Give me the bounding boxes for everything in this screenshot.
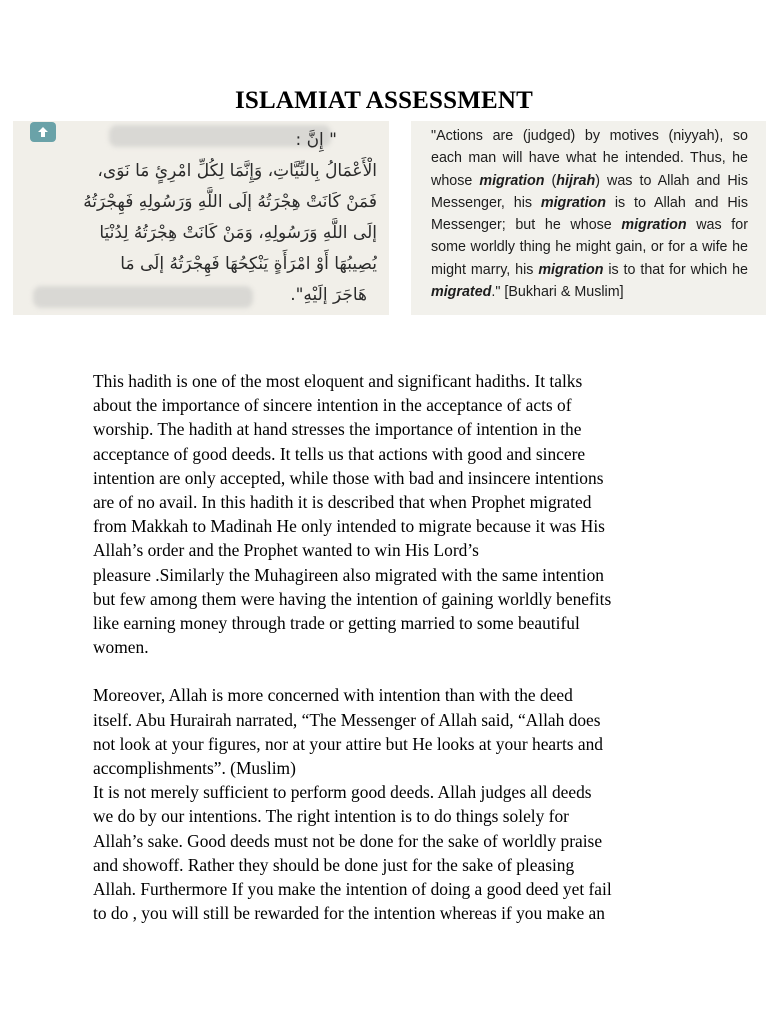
text-line: and showoff. Rather they should be done just for the sake of pleasing xyxy=(93,854,575,875)
paragraph-2 xyxy=(93,683,678,925)
text-line: not look at your figures, nor at your attire but He looks at your hearts and xyxy=(93,733,604,754)
text-line: accomplishments”. (Muslim) xyxy=(93,758,296,779)
text-line: Allah. Furthermore If you make the intention of doing a good deed yet fail xyxy=(93,879,612,900)
text-line: Allah’s sake. Good deeds must not be done for the sake of worldly praise xyxy=(93,830,603,851)
arabic-line: إلَى اللَّهِ وَرَسُولِهِ، وَمَنْ كَانَتْ هِجْرَتُهُ لِدُنْيَا xyxy=(99,223,377,243)
text-line: itself. Abu Hurairah narrated, “The Messenger of Allah said, “Allah does xyxy=(93,709,601,730)
translation-keyword: migration xyxy=(538,261,604,278)
translation-segment: was for some worldly thing he might gain, or for a wife he might marry, his xyxy=(431,217,748,278)
text-line: This hadith is one of the most eloquent and significant hadiths. It talks xyxy=(93,371,583,391)
text-line: intention are only accepted, while those with bad and insincere intentions xyxy=(93,467,604,488)
translation-keyword: hijrah xyxy=(556,172,596,189)
text-line: but few among them were having the intention of gaining worldly benefits xyxy=(93,588,612,609)
arabic-line: هَاجَرَ إلَيْهِ". xyxy=(290,285,367,305)
translation-segment: "Actions are (judged) by motives (niyyah), so each man will have what he intended. Thus, he whose xyxy=(431,128,748,189)
translation-keyword: migration xyxy=(621,217,687,234)
translation-segment: is to Allah and His Messenger; but he whose xyxy=(431,194,748,234)
arabic-hadith-text xyxy=(23,125,377,311)
text-line: acceptance of good deeds. It tells us that actions with good and sincere xyxy=(93,443,586,464)
translation-keyword: migration xyxy=(540,194,607,211)
text-line: to do , you will still be rewarded for the intention whereas if you make an xyxy=(93,903,605,924)
arabic-line: " إِنَّ : xyxy=(295,130,337,150)
blurred-region xyxy=(33,286,253,308)
text-line: Allah’s order and the Prophet wanted to win His Lord’s xyxy=(93,540,479,561)
text-line: we do by our intentions. The right intention is to do things solely for xyxy=(93,806,569,827)
text-line: pleasure .Similarly the Muhagireen also migrated with the same intention xyxy=(93,564,604,585)
paragraph-1 xyxy=(93,369,678,659)
essay-body xyxy=(93,369,678,925)
page-title: ISLAMIAT ASSESSMENT xyxy=(234,87,534,114)
text-line: from Makkah to Madinah He only intended to migrate because it was His xyxy=(93,516,605,537)
translation-segment: ( xyxy=(544,172,557,189)
translation-segment: ." [Bukhari & Muslim] xyxy=(491,284,624,301)
text-line: It is not merely sufficient to perform good deeds. Allah judges all deeds xyxy=(93,782,592,803)
translation-keyword: migration xyxy=(479,172,545,189)
arabic-hadith-image xyxy=(13,121,389,315)
translation-segment: is to that for which he xyxy=(603,261,748,278)
text-line: worship. The hadith at hand stresses the importance of intention in the xyxy=(93,419,582,440)
text-line: women. xyxy=(93,637,149,658)
arabic-line: فَمَنْ كَانَتْ هِجْرَتُهُ إلَى اللَّهِ وَرَسُولِهِ فَهِجْرَتُهُ xyxy=(83,192,377,212)
translation-segment: ) was to Allah and His Messenger, his xyxy=(431,172,748,211)
arabic-line: يُصِيبُهَا أَوْ امْرَأَةٍ يَنْكِحُهَا فَهِجْرَتُهُ إلَى مَا xyxy=(120,254,377,274)
text-line: like earning money through trade or getting married to some beautiful xyxy=(93,613,580,634)
arabic-line: الْأَعْمَالُ بِالنِّيَّاتِ، وَإِنَّمَا لِكُلِّ امْرِئٍ مَا نَوَى، xyxy=(97,161,377,181)
text-line: about the importance of sincere intention in the acceptance of acts of xyxy=(93,395,572,416)
translation-image xyxy=(411,121,766,315)
translation-keyword: migrated xyxy=(431,284,492,301)
text-line: Moreover, Allah is more concerned with intention than with the deed xyxy=(93,685,573,706)
text-line: are of no avail. In this hadith it is described that when Prophet migrated xyxy=(93,492,592,513)
translation-text xyxy=(431,125,748,303)
